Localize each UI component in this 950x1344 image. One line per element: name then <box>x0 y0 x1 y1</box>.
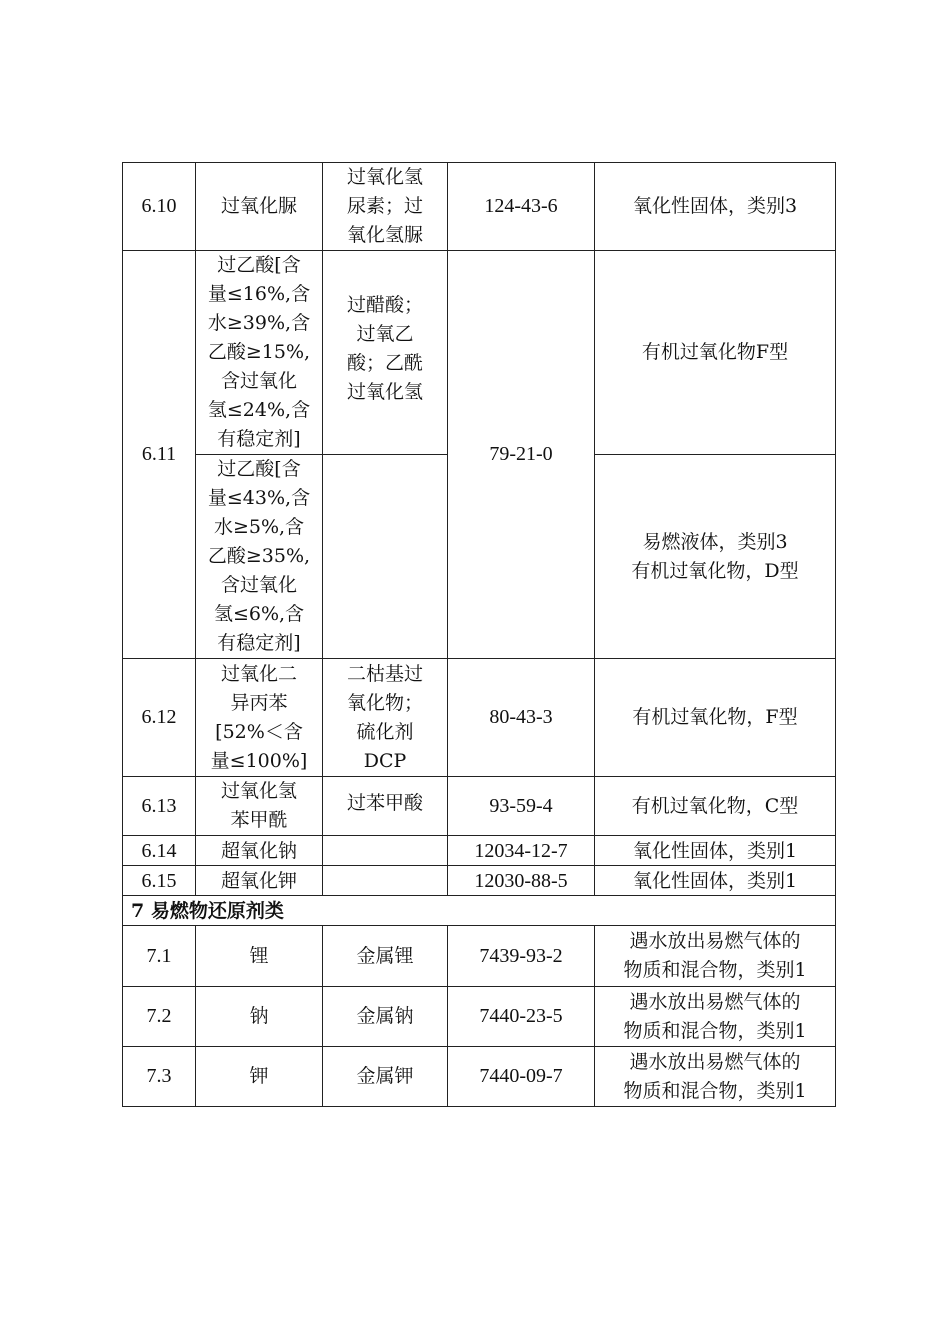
table-row <box>123 163 836 251</box>
table-row <box>123 987 836 1047</box>
row-number: 6.12 <box>123 659 196 777</box>
table-row <box>123 777 836 836</box>
hazard-class: 氧化性固体，类别1 <box>595 866 836 896</box>
cas-number: 7440-23-5 <box>448 987 595 1047</box>
hazard-class: 氧化性固体，类别3 <box>595 163 836 251</box>
table-row <box>123 659 836 777</box>
row-number: 7.1 <box>123 926 196 987</box>
cas-number: 124-43-6 <box>448 163 595 251</box>
hazard-class: 遇水放出易燃气体的 物质和混合物，类别1 <box>595 926 836 987</box>
chemical-alias <box>323 455 448 659</box>
table-row <box>123 836 836 866</box>
row-number: 6.15 <box>123 866 196 896</box>
cas-number: 12034-12-7 <box>448 836 595 866</box>
chemical-alias: 过氧化氢 尿素；过 氧化氢脲 <box>323 163 448 251</box>
chemical-name: 锂 <box>196 926 323 987</box>
hazard-class: 有机过氧化物，F型 <box>595 659 836 777</box>
chemical-alias: 过苯甲酸 <box>323 777 448 836</box>
row-number: 7.2 <box>123 987 196 1047</box>
row-number: 6.13 <box>123 777 196 836</box>
chemical-alias: 金属钠 <box>323 987 448 1047</box>
chemical-alias: 金属锂 <box>323 926 448 987</box>
chemical-name: 过氧化二 异丙苯 [52%＜含 量≤100%] <box>196 659 323 777</box>
section-heading: 7 易燃物还原剂类 <box>123 896 836 926</box>
chemical-name: 超氧化钠 <box>196 836 323 866</box>
hazard-class: 遇水放出易燃气体的 物质和混合物，类别1 <box>595 1047 836 1107</box>
chemical-table <box>122 162 836 1107</box>
cas-number: 7439-93-2 <box>448 926 595 987</box>
cas-number: 80-43-3 <box>448 659 595 777</box>
cas-number: 79-21-0 <box>448 251 595 659</box>
chemical-alias: 二枯基过 氧化物； 硫化剂 DCP <box>323 659 448 777</box>
row-number: 6.10 <box>123 163 196 251</box>
chemical-name: 超氧化钾 <box>196 866 323 896</box>
hazard-class: 遇水放出易燃气体的 物质和混合物，类别1 <box>595 987 836 1047</box>
cas-number: 93-59-4 <box>448 777 595 836</box>
section-row <box>123 896 836 926</box>
row-number: 6.14 <box>123 836 196 866</box>
chemical-name: 过乙酸[含 量≤43%,含 水≥5%,含 乙酸≥35%, 含过氧化 氢≤6%,含 有稳定剂] <box>196 455 323 659</box>
row-number: 7.3 <box>123 1047 196 1107</box>
chemical-name: 过氧化脲 <box>196 163 323 251</box>
chemical-alias <box>323 866 448 896</box>
cas-number: 12030-88-5 <box>448 866 595 896</box>
hazard-class: 有机过氧化物，C型 <box>595 777 836 836</box>
hazard-class: 有机过氧化物F型 <box>595 251 836 455</box>
table-row <box>123 251 836 455</box>
table-row <box>123 926 836 987</box>
table-row <box>123 866 836 896</box>
table-row <box>123 1047 836 1107</box>
chemical-name: 钾 <box>196 1047 323 1107</box>
chemical-name: 过乙酸[含 量≤16%,含 水≥39%,含 乙酸≥15%, 含过氧化 氢≤24%,含 有稳定剂] <box>196 251 323 455</box>
hazard-class: 易燃液体，类别3 有机过氧化物，D型 <box>595 455 836 659</box>
row-number: 6.11 <box>123 251 196 659</box>
hazard-class: 氧化性固体，类别1 <box>595 836 836 866</box>
chemical-alias: 金属钾 <box>323 1047 448 1107</box>
cas-number: 7440-09-7 <box>448 1047 595 1107</box>
chemical-alias <box>323 836 448 866</box>
chemical-name: 过氧化氢 苯甲酰 <box>196 777 323 836</box>
chemical-alias: 过醋酸； 过氧乙 酸；乙酰 过氧化氢 <box>323 251 448 455</box>
chemical-name: 钠 <box>196 987 323 1047</box>
